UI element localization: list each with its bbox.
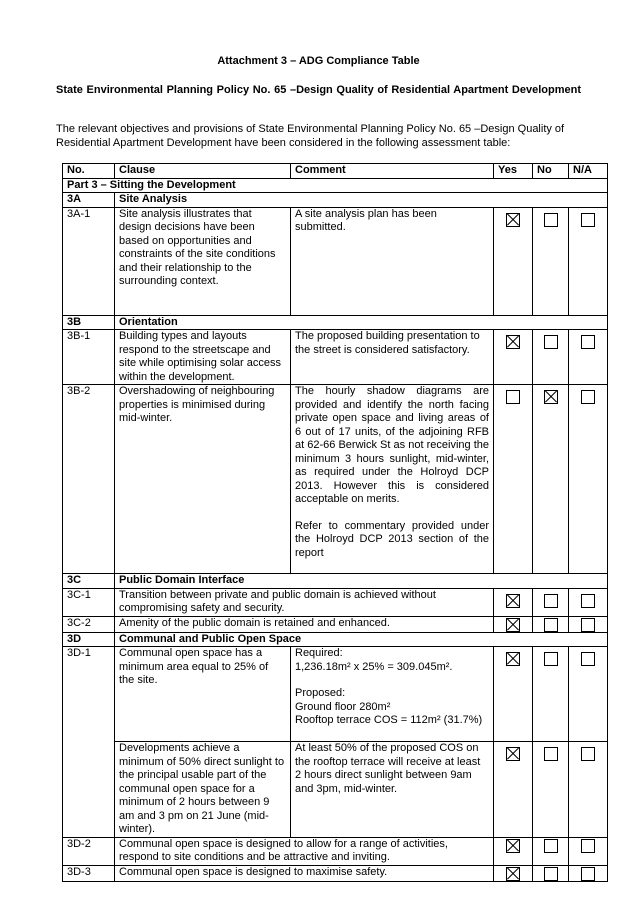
yes-checkbox-checked[interactable] [506,335,520,349]
row-number: 3D-2 [63,837,115,865]
na-checkbox[interactable] [581,867,595,881]
yes-checkbox-checked[interactable] [506,652,520,666]
no-checkbox-checked[interactable] [544,390,558,404]
table-row [63,385,608,574]
clause-cell: Amenity of the public domain is retained and enhanced. [115,616,494,632]
yes-checkbox-checked[interactable] [506,839,520,853]
no-checkbox[interactable] [544,618,558,632]
table-row [63,616,608,632]
row-number: 3B-1 [63,330,115,385]
comment-cell: At least 50% of the proposed COS on the rooftop terrace will receive at least 2 hours direct sunlight between 9am and 3pm, mid-winter. [291,742,494,838]
header-comment: Comment [291,164,494,179]
table-row [63,837,608,865]
section-title: Site Analysis [115,193,608,208]
header-na: N/A [569,164,608,179]
intro-paragraph: The relevant objectives and provisions of State Environmental Planning Policy No. 65 –Design Quality of Residential Apartment Development have been considered in the following assessment table: [56,123,565,149]
section-row [63,574,608,589]
part-title: Part 3 – Sitting the Development [63,178,608,193]
yes-checkbox[interactable] [506,390,520,404]
clause-cell: Transition between private and public domain is achieved without compromising safety and security. [115,588,494,616]
no-checkbox[interactable] [544,839,558,853]
clause-cell: Communal open space is designed to maximise safety. [115,865,494,881]
row-number: 3A-1 [63,207,115,315]
section-row [63,632,608,647]
comment-paragraph: The hourly shadow diagrams are provided and identify the north facing private open space and living areas of 6 out of 17 units, of the adjoining RFB at 62-66 Berwick St as not receiving the minimum 3 hours sunlight, mid-winter, as required under the Holroyd DCP 2013. However this is considered acceptable on merits. [295,385,489,505]
table-row [63,330,608,385]
na-checkbox[interactable] [581,747,595,761]
comment-cell: The proposed building presentation to the street is considered satisfactory. [291,330,494,385]
row-number: 3D-1 [63,647,115,838]
compliance-table [62,163,608,882]
section-title: Orientation [115,315,608,330]
clause-cell: Site analysis illustrates that design decisions have been based on opportunities and constraints of the site conditions and their relationship to the surrounding context. [115,207,291,315]
clause-cell: Developments achieve a minimum of 50% direct sunlight to the principal usable part of the communal open space for a minimum of 2 hours between 9 am and 3 pm on 21 June (mid-winter). [115,742,291,838]
clause-cell: Communal open space is designed to allow for a range of activities, respond to site conditions and be attractive and inviting. [115,837,494,865]
na-checkbox[interactable] [581,839,595,853]
yes-checkbox-checked[interactable] [506,867,520,881]
required-label: Required: [295,647,343,659]
header-no-col: No [533,164,569,179]
row-number: 3B-2 [63,385,115,574]
proposed-ground: Ground floor 280m² [295,700,391,713]
row-number: 3D-3 [63,865,115,881]
yes-checkbox-checked[interactable] [506,213,520,227]
clause-cell: Communal open space has a minimum area equal to 25% of the site. [115,647,291,742]
section-title: Communal and Public Open Space [115,632,608,647]
yes-checkbox-checked[interactable] [506,594,520,608]
na-checkbox[interactable] [581,390,595,404]
no-checkbox[interactable] [544,652,558,666]
no-checkbox[interactable] [544,747,558,761]
na-checkbox[interactable] [581,213,595,227]
policy-heading: State Environmental Planning Policy No. 65 –Design Quality of Residential Apartment Development [56,84,581,96]
table-row [63,742,608,838]
comment-cell: A site analysis plan has been submitted. [291,207,494,315]
no-checkbox[interactable] [544,335,558,349]
no-checkbox[interactable] [544,867,558,881]
table-row [63,647,608,742]
yes-checkbox-checked[interactable] [506,747,520,761]
section-row [63,193,608,208]
header-clause: Clause [115,164,291,179]
document-title: Attachment 3 – ADG Compliance Table [217,55,420,67]
section-title: Public Domain Interface [115,574,608,589]
row-number: 3C-1 [63,588,115,616]
header-no: No. [63,164,115,179]
proposed-label: Proposed: [295,687,346,699]
section-number: 3A [63,193,115,208]
table-header-row [63,164,608,179]
table-row [63,865,608,881]
proposed-rooftop: Rooftop terrace COS = 112m² (31.7%) [295,714,483,726]
clause-cell: Building types and layouts respond to the streetscape and site while optimising solar access within the development. [115,330,291,385]
row-number: 3C-2 [63,616,115,632]
section-number: 3C [63,574,115,589]
na-checkbox[interactable] [581,594,595,608]
no-checkbox[interactable] [544,594,558,608]
na-checkbox[interactable] [581,618,595,632]
section-number: 3D [63,632,115,647]
required-calculation: 1,236.18m² x 25% = 309.045m². [295,660,453,673]
section-row [63,315,608,330]
part-row [63,178,608,193]
comment-cell [291,647,494,742]
comment-paragraph: Refer to commentary provided under the Holroyd DCP 2013 section of the report [295,519,489,559]
table-row [63,588,608,616]
header-yes: Yes [494,164,533,179]
clause-cell: Overshadowing of neighbouring properties is minimised during mid-winter. [115,385,291,574]
na-checkbox[interactable] [581,335,595,349]
comment-cell [291,385,494,574]
table-row [63,207,608,315]
no-checkbox[interactable] [544,213,558,227]
section-number: 3B [63,315,115,330]
yes-checkbox-checked[interactable] [506,618,520,632]
na-checkbox[interactable] [581,652,595,666]
